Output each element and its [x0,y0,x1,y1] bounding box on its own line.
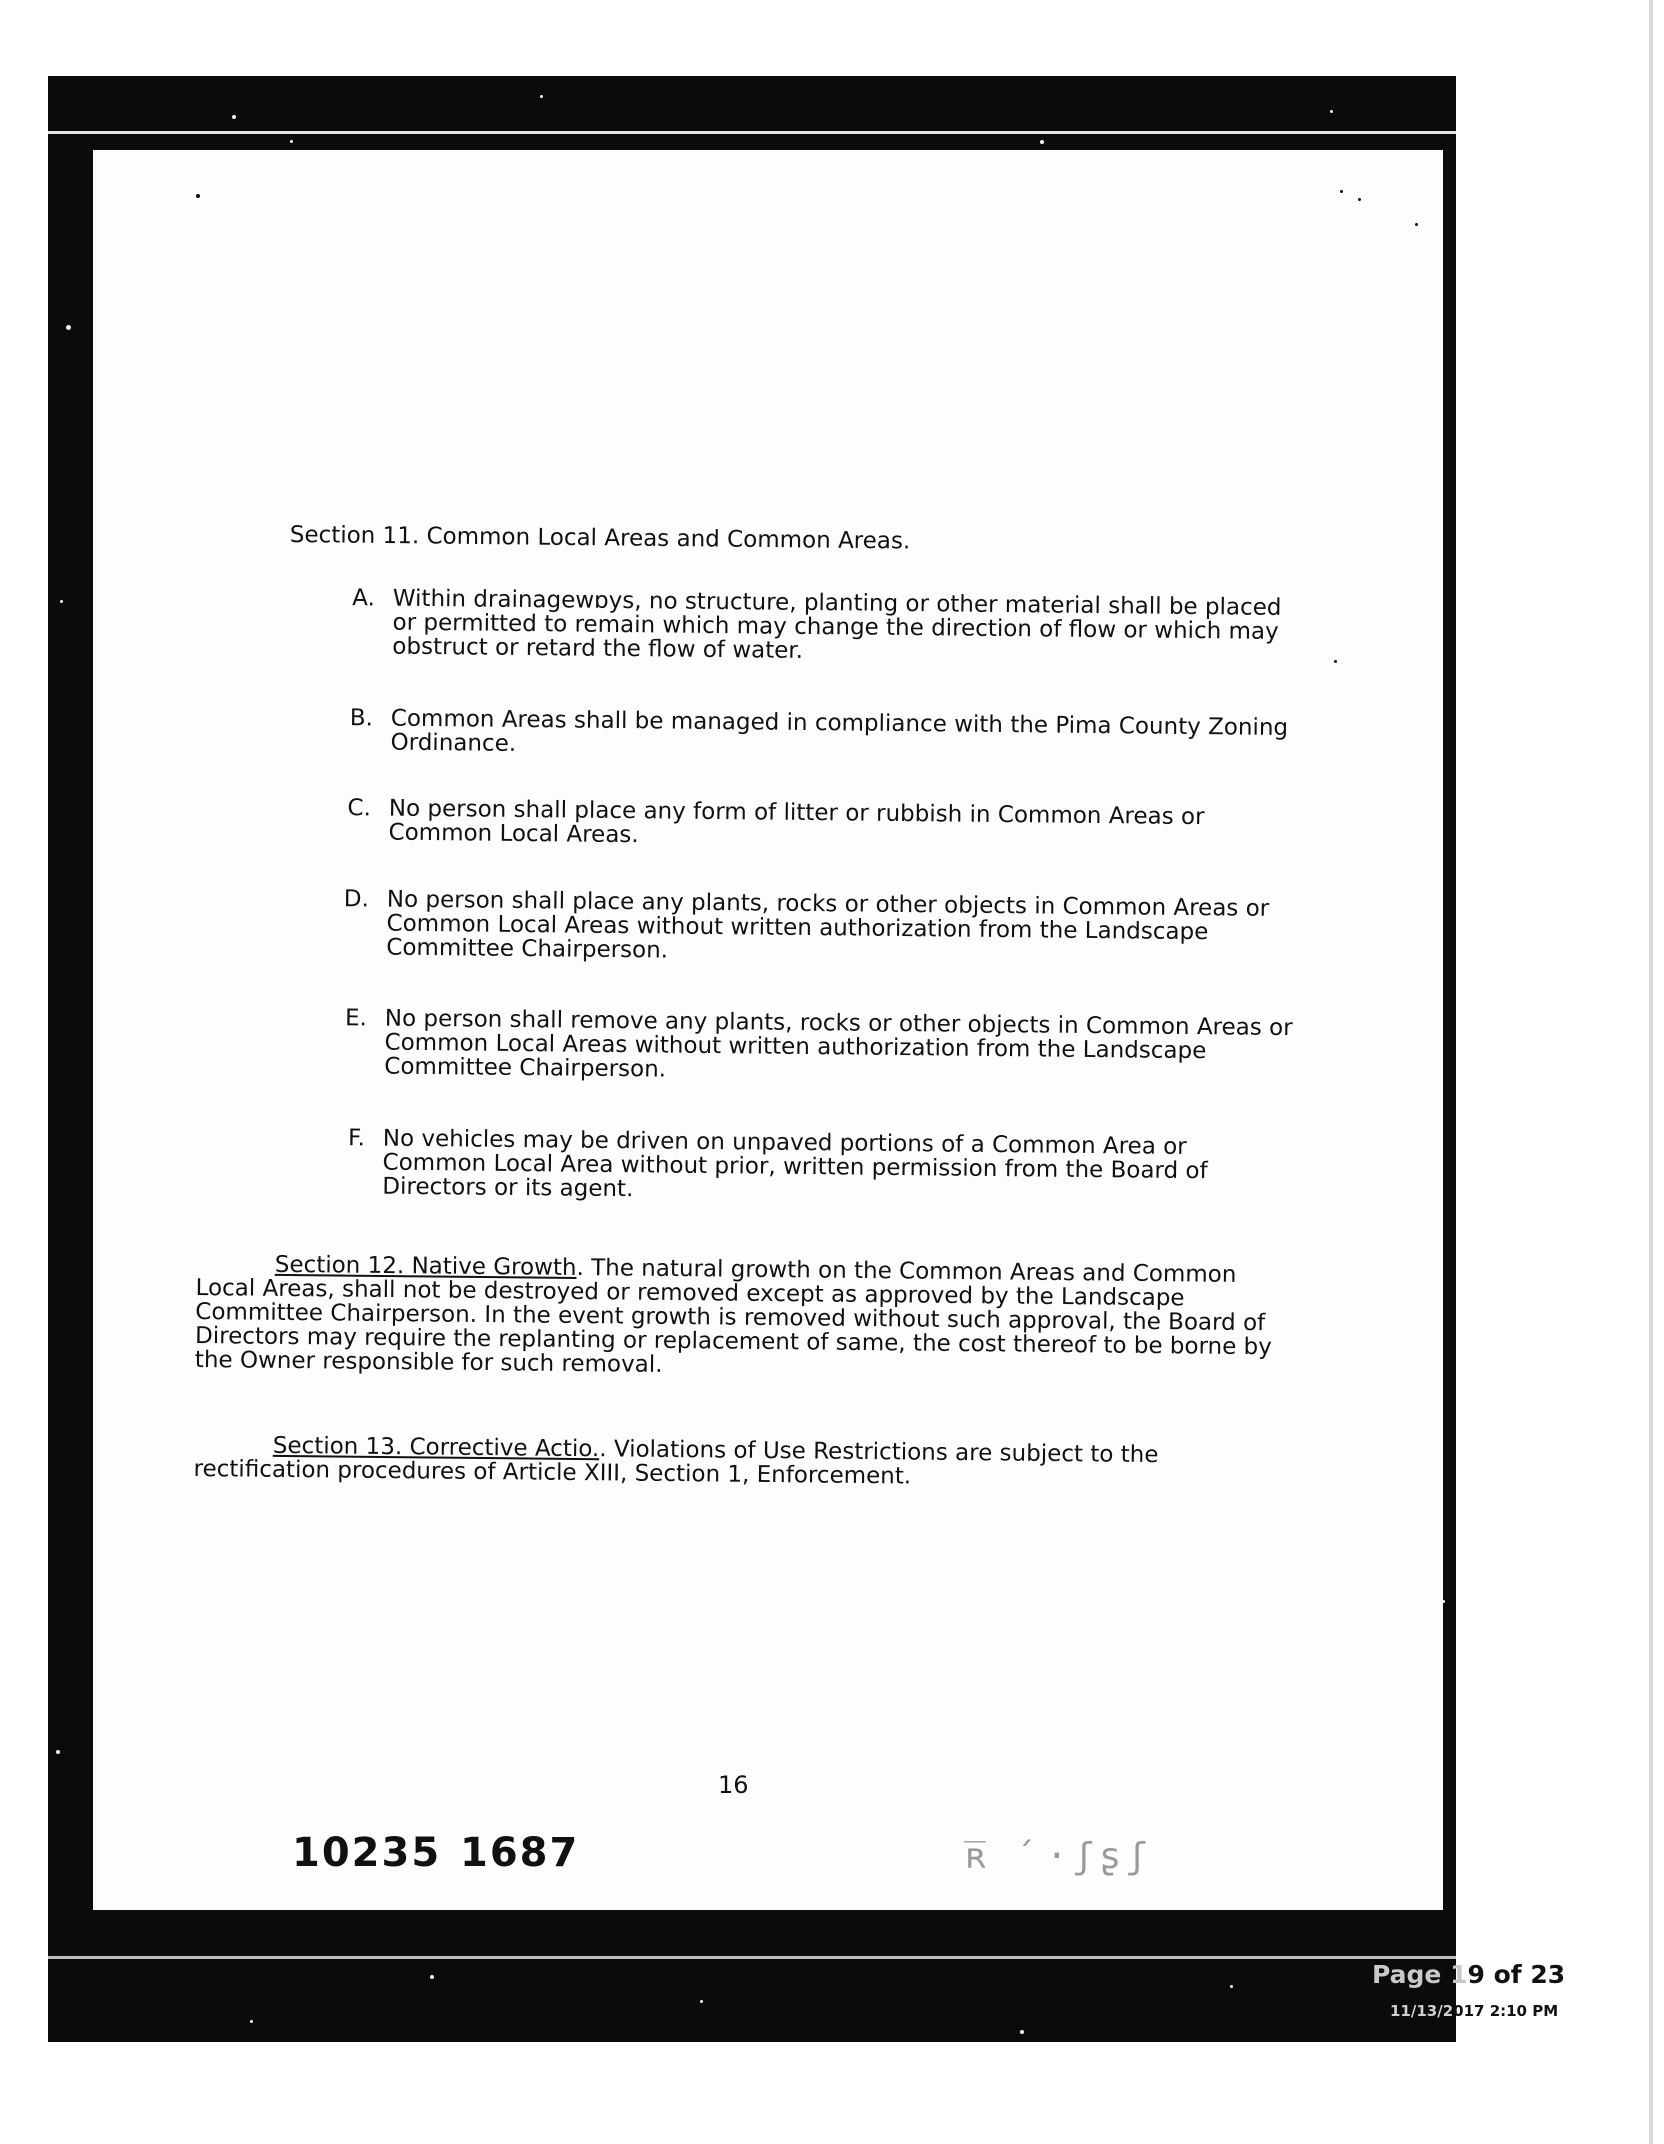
item-text: Within drainagewɒys, no structure, planting or other material shall be placed or permitted to remain which may change the direction of flow or which may obstruct or retard the flow of water. [392,585,1282,664]
scan-speck [232,115,236,119]
page-counter-faded: Page 1 [1372,1960,1468,1989]
scan-speck [1330,110,1333,113]
section-13-text: . Violations of Use Restrictions are subject to the rectification procedures of Article XIII, Section 1, Enforcement. [193,1436,1159,1490]
scan-speck [250,2020,253,2023]
page-speck [196,194,200,198]
item-letter: C. [347,795,372,822]
item-text: No vehicles may be driven on unpaved portions of a Common Area or Common Local Area without prior, written permission from the Board of Directors or its agent. [382,1125,1208,1203]
page-speck [1340,190,1343,193]
page-speck [1415,223,1418,226]
page-counter [1372,1960,1565,1989]
scan-speck [1020,2030,1024,2034]
item-text: No person shall place any plants, rocks or other objects in Common Areas or Common Local Areas without written authorization from the Landscape Committee Chairperson. [386,886,1270,964]
scan-speck [66,325,71,330]
scan-bottom-rule [48,1956,1456,1959]
item-letter: B. [349,705,374,732]
viewer-edge-line [1649,0,1653,2144]
print-timestamp [1390,2002,1558,2020]
item-letter: E. [344,1005,368,1032]
scan-speck [60,600,63,603]
scan-top-rule [48,131,1456,134]
page-counter-label: 9 of 23 [1467,1960,1566,1989]
record-docket: 10235 [292,1830,442,1876]
section-13-paragraph [193,1433,1283,1492]
page-speck [1358,198,1361,201]
page-speck [1334,660,1337,663]
section-12-paragraph [195,1252,1286,1383]
scan-speck [700,2000,703,2003]
item-letter: F. [347,1125,366,1152]
item-text: No person shall remove any plants, rocks or other objects in Common Areas or Common Local Areas without written authorization from the Landscape Committee Chairperson. [384,1005,1293,1083]
record-page: 1687 [460,1830,580,1876]
section-13-title: Section 13. Corrective Actio. [272,1432,600,1463]
scan-speck [1230,1985,1233,1988]
timestamp-faded: 11/13/2 [1390,2002,1454,2020]
item-text: Common Areas shall be managed in compliance with the Pima County Zoning Ordinance. [390,705,1289,757]
scan-speck [430,1975,434,1979]
section-11-heading: Section 11. Common Local Areas and Common Areas. [289,522,911,555]
section-12-text: . The natural growth on the Common Areas and Common Local Areas, shall not be destroyed or removed except as approved by the Landscape Committee Chairperson. In the event growth is removed without such approval, the Board of Directors may require the replanting or replacement of same, the cost thereof to be borne by the Owner responsible for such removal. [194,1254,1272,1378]
scan-speck [290,140,293,143]
scan-speck [56,1750,60,1754]
section-12-title: Section 12. Native Growth [274,1251,577,1281]
scan-speck [1040,140,1044,144]
page-number: 16 [718,1771,749,1799]
item-letter: D. [343,886,370,913]
item-letter: A. [352,585,376,612]
faint-stamp: ʀ̅ ́ ·ʃʂʃ [966,1836,1153,1877]
timestamp-text: 017 2:10 PM [1453,2002,1559,2020]
scan-speck [540,95,543,98]
item-text: No person shall place any form of litter or rubbish in Common Areas or Common Local Areas. [388,795,1205,849]
